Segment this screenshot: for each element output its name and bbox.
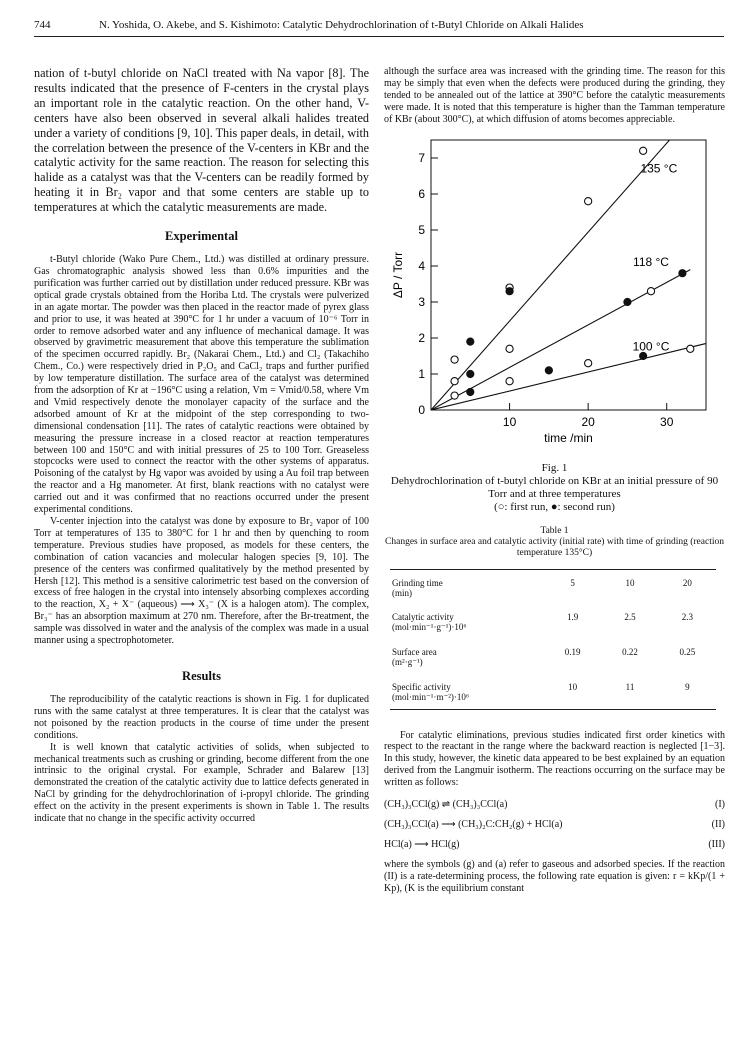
experimental-paragraph-2: V-center injection into the catalyst was done by exposure to Br₂ vapor of 100 Torr at temperatures of 135 to 380°C for 1 hr and then by quenching to room temperature. Previous studies have proposed, as models for these centers, the combination of cation vacancies and molecular halogen species [9, 10]. The presence of the centers was confirmed qualitatively by the method presented by Hersh [12]. This method is a sensitive calorimetric test based on the conversion of excess of free halogen in the crystal into intensely absorbing complexes according to the reaction, X₂ + X⁻ (aqueous) ⟶ X₃⁻ (X is a halogen atom). The complex, Br₃⁻ has an absorption maximum at 270 nm. Therefore, after the Br-treatment, the sample was dissolved in water and the analysis of the complex was made in a usual manner using a spectrophotometer. [34,516,369,647]
row-label: Catalytic activity [392,611,454,622]
data-point-first-run [451,356,458,363]
data-point-first-run [451,377,458,384]
row-unit: (mol·min⁻¹·g⁻¹)·10⁶ [392,621,467,632]
x-tick-label: 20 [581,414,595,429]
page-number: 744 [34,19,51,31]
row-unit: (mol·min⁻¹·m⁻²)·10⁶ [392,691,470,702]
table-cell: 9 [685,681,690,692]
running-title: N. Yoshida, O. Akebe, and S. Kishimoto: Catalytic Dehydrochlorination of t-Butyl Chloride on Alkali Halides [99,19,584,31]
equation-text: (CH₃)₃CCl(a) ⟶ (CH₃)₂C:CH₂(g) + HCl(a) [384,819,563,831]
table-row [390,639,716,674]
y-tick-label: 7 [418,150,425,165]
running-header [34,16,724,37]
data-point-second-run [467,370,474,377]
row-unit: (min) [392,587,412,598]
figure-caption [384,462,725,514]
equation-text: HCl(a) ⟶ HCl(g) [384,839,460,851]
experimental-heading: Experimental [165,229,238,244]
y-tick-label: 0 [418,402,425,417]
table-cell: 0.25 [679,646,696,657]
equation-block [384,795,725,855]
data-point-second-run [679,269,686,276]
intro-paragraph: nation of t-butyl chloride on NaCl treated with Na vapor [8]. The results indicated that the presence of F-centers in the crystal plays an important role in the catalytic reaction. On the other hand, V-centers have also been observed in several alkali halides treated under a variety of conditions [9, 10]. This paper deals, in detail, with the correlation between the presence of the V-centers in KBr and the catalytic activity for the same reaction. The reason for selecting this halide as a catalyst was that the V-centers can be readily formed by heating it in Br₂ vapor and that some centers are stable up to temperatures at which the catalytic measurements are made. [34,66,369,215]
series-label: 118 °C [633,254,669,269]
data-point-first-run [640,147,647,154]
equation-number: (I) [715,799,725,811]
right-column [384,66,725,895]
data-point-first-run [585,197,592,204]
figure-1-chart [386,132,716,462]
table-cell: 11 [625,681,635,692]
results-paragraph-2: It is well known that catalytic activities of solids, when subjected to mechanical treatments such as crushing or grinding, become different from the one intrinsic to the original crystal. For example, Schrader and Balarew [13] demonstrated the creation of the catalytic activity due to lattice defects generated in NaCl by grinding for the dehydrochlorination of i-propyl chloride. The grinding effect on the activity in the present experiments is shown in Table 1. The results indicate that no change in the specific activity occurred [34,741,369,825]
table-caption [384,526,725,559]
row-label: Surface area [392,646,437,657]
data-point-second-run [467,338,474,345]
series-label: 135 °C [640,160,678,175]
plot-frame [431,140,706,410]
equation [384,795,725,815]
row-label: Specific activity [392,681,451,692]
data-point-second-run [506,287,513,294]
data-point-first-run [585,359,592,366]
data-point-first-run [506,345,513,352]
continuation-paragraph: although the surface area was increased with the grinding time. The reason for this may be simply that even when the defects were produced during the grinding, they tended to be annealed out of the lattice at 390°C before the catalytic measurements were made. It is noted that this temperature is higher than the Tamman temperature of KBr (about 300°C), at which diffusion of atoms becomes appreciable. [384,66,725,125]
y-tick-label: 1 [418,366,425,381]
data-point-first-run [451,392,458,399]
data-point-second-run [545,366,552,373]
table-cell: 5 [570,577,575,588]
figure-legend: (○: first run, ●: second run) [494,500,615,513]
row-label: Grinding time [392,577,443,588]
equation [384,815,725,835]
data-point-first-run [687,345,694,352]
rate-equation-paragraph: where the symbols (g) and (a) refer to gaseous and adsorbed species. If the reaction (II) is a rate-determining process, the following rate equation is given: r = kKp/(1 + Kp), (K is the equilibrium constant [384,859,725,894]
table-cell: 20 [682,577,692,588]
table-row [390,569,716,604]
figure-label: Fig. 1 [541,461,568,474]
x-tick-label: 10 [502,414,517,429]
data-point-second-run [467,388,474,395]
experimental-paragraph-1: t-Butyl chloride (Wako Pure Chem., Ltd.) was distilled at ordinary pressure. Gas chromatographic analysis showed less than 0.6% impurities and the purification was further carried out by distillation under reduced pressure. KBr was optical grade crystals obtained from the Horiba Ltd. The crystals were pulverized in an agate mortar. The powder was then placed in the reactor made of pyrex glass and prior to use, it was heated at 390°C for 1 hr under a vacuum of 10⁻⁶ Torr in order to remove adsorbed water and any influence of mechanical damage. It was observed by gravimetric measurement that above this temperature the sublimation of the specimen occurred rapidly. Br₂ (Nakarai Chem., Ltd.) and Cl₂ (Takachiho Chem., Co.) were respectively dried in P₂O₅ and CaCl₂ traps and further purified by low temperature distillation. The surface area of the catalyst was determined from the adsorption of Kr at −196°C using a relation, Vm = Vmid/0.58, where Vm and Vmid respectively denote the monolayer capacity of the surface and the adsorbed amount of Kr at the midpoint of the step corresponding to two-dimensional condensation [11]. The rates of catalytic reactions were obtained by measuring the pressure increase in a closed reactor at reaction temperatures between 100 and 150°C and with initial pressures of 25 to 100 Torr. Greaseless stopcocks were used to connect the reactor with the other systems of apparatus. Poisoning of the catalyst by Hg vapor was avoided by using a Au foil trap between the reactor and a Hg manometer. At first, blank reactions with no catalyst were carried out and it was confirmed that no reactions occurred under the present experimental conditions. [34,254,369,516]
table-cell: 10 [625,577,635,588]
table-label: Table 1 [540,525,569,536]
table-cell: 2.3 [681,611,693,622]
kinetics-paragraph: For catalytic eliminations, previous studies indicated first order kinetics with respect to the reactant in the range where the backward reaction is neglected [1−3]. In this study, however, the kinetic data appeared to be best explained by an equation derived from the Langmuir isotherm. The reactions occurring on the surface may be written as follows: [384,729,725,789]
series-label: 100 °C [632,339,670,354]
equation-number: (II) [711,819,725,831]
table-cell: 1.9 [567,611,579,622]
table-cell: 2.5 [624,611,636,622]
equation-text: (CH₃)₃CCl(g) ⇌ (CH₃)₃CCl(a) [384,799,508,811]
y-axis-label: ΔP / Torr [391,251,405,298]
figure-caption-text: Dehydrochlorination of t-butyl chloride on KBr at an initial pressure of 90 Torr and at three temperatures [390,474,719,500]
y-tick-label: 2 [418,330,425,345]
row-unit: (m²·g⁻¹) [392,656,423,667]
results-paragraph-1: The reproducibility of the catalytic reactions is shown in Fig. 1 for duplicated runs with the same catalyst at three temperatures. It is clear that the catalyst was not poisoned by the reaction products in the course of time under the present conditions. [34,693,369,741]
table-row [390,674,716,710]
table-caption-text: Changes in surface area and catalytic activity (initial rate) with time of grinding (reaction temperature 135°C) [385,536,724,558]
data-point-first-run [647,287,654,294]
y-tick-label: 4 [418,258,425,273]
equation-number: (III) [708,839,725,851]
data-point-first-run [506,377,513,384]
table-row [390,604,716,639]
results-heading: Results [182,668,221,683]
table-cell: 0.22 [622,646,638,657]
y-tick-label: 3 [418,294,425,309]
table-cell: 0.19 [564,646,581,657]
table-cell: 10 [568,681,578,692]
equation [384,835,725,855]
y-tick-label: 6 [418,186,425,201]
x-axis-label: time /min [544,430,593,445]
y-tick-label: 5 [418,222,425,237]
data-point-second-run [624,298,631,305]
table-1 [390,569,716,710]
x-tick-label: 30 [660,414,674,429]
left-column [34,66,369,825]
